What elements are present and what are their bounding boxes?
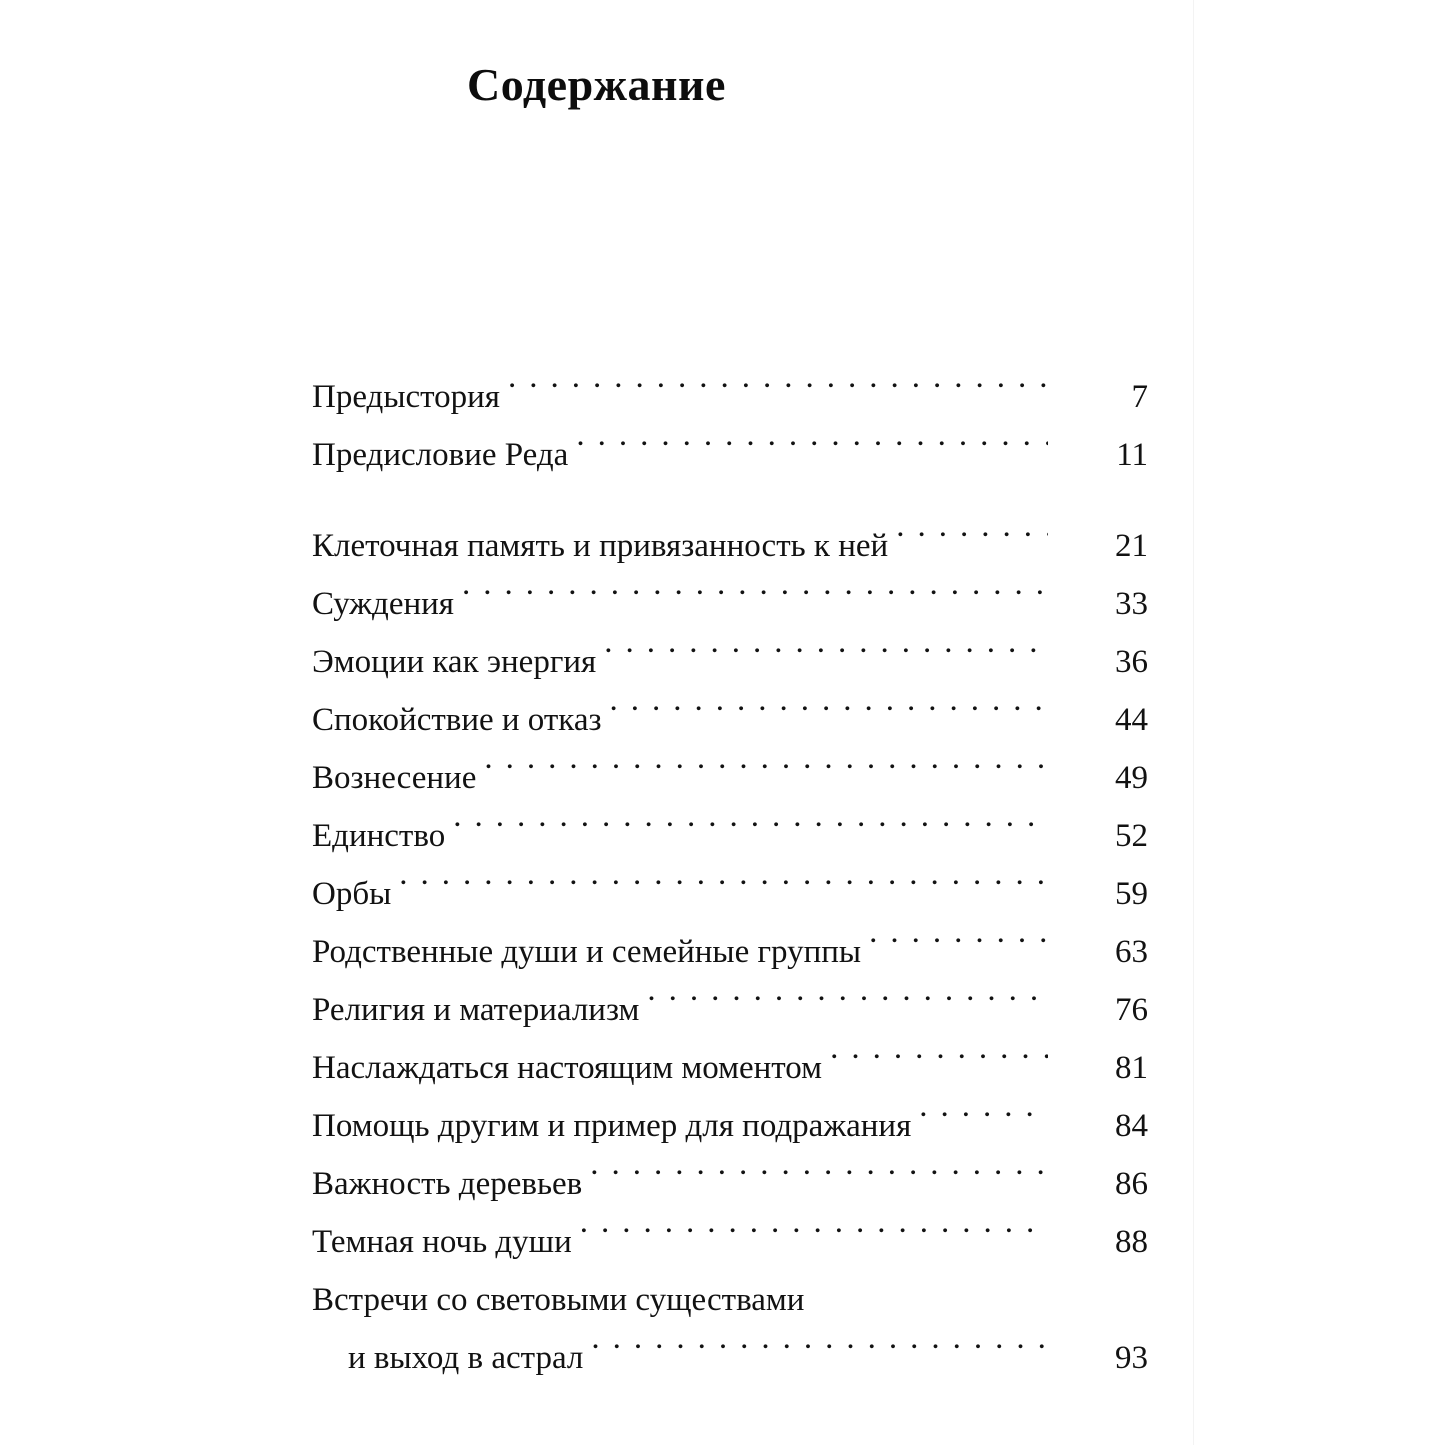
toc-entry[interactable]: [312, 1155, 1148, 1213]
toc-entry-label: Наслаждаться настоящим моментом: [312, 1050, 823, 1086]
toc-entry[interactable]: [312, 1039, 1148, 1097]
page-title: Содержание: [467, 59, 726, 110]
toc-entry-label: Эмоции как энергия: [312, 644, 597, 680]
toc-entry[interactable]: [312, 1271, 1148, 1387]
toc-entry-page-number: 59: [1115, 876, 1148, 912]
toc-entry-label: Родственные души и семейные группы: [312, 934, 862, 970]
toc-entry-page-number: 49: [1115, 760, 1148, 796]
toc-entry-label: Помощь другим и пример для подражания: [312, 1108, 912, 1144]
toc-entry-label-line-2-row: [312, 1329, 1148, 1387]
dot-leader: [647, 987, 1048, 1020]
toc-entry[interactable]: [312, 575, 1148, 633]
table-of-contents-list: [312, 368, 1148, 1387]
toc-entry[interactable]: [312, 691, 1148, 749]
toc-entry-label-line-1: Встречи со световыми существами: [312, 1282, 805, 1318]
dot-leader: [869, 929, 1048, 962]
toc-entry-label: Предисловие Реда: [312, 437, 569, 473]
toc-entry[interactable]: [312, 865, 1148, 923]
toc-entry[interactable]: [312, 517, 1148, 575]
dot-leader: [610, 697, 1048, 730]
toc-entry-label: Темная ночь души: [312, 1224, 572, 1260]
toc-entry[interactable]: [312, 426, 1148, 484]
toc-entry-page-number: 33: [1115, 586, 1148, 622]
dot-leader: [453, 813, 1048, 846]
toc-entry-label: Религия и материализм: [312, 992, 640, 1028]
dot-leader: [399, 871, 1048, 904]
dot-leader: [591, 1335, 1048, 1368]
dot-leader: [484, 755, 1048, 788]
toc-entry-page-number: 81: [1115, 1050, 1148, 1086]
toc-entry[interactable]: [312, 1213, 1148, 1271]
toc-entry-page-number: 44: [1115, 702, 1148, 738]
toc-entry-page-number: 63: [1115, 934, 1148, 970]
toc-entry-page-number: 36: [1115, 644, 1148, 680]
toc-entry-label: Важность деревьев: [312, 1166, 583, 1202]
dot-leader: [462, 581, 1048, 614]
toc-entry[interactable]: [312, 633, 1148, 691]
dot-leader: [830, 1045, 1048, 1078]
toc-entry-label: и выход в астрал: [348, 1340, 584, 1376]
toc-entry-page-number: 21: [1115, 528, 1148, 564]
toc-entry-label: Спокойствие и отказ: [312, 702, 602, 738]
toc-entry-page-number: 88: [1115, 1224, 1148, 1260]
toc-entry-page-number: 11: [1116, 437, 1148, 473]
toc-entry-label: Единство: [312, 818, 446, 854]
toc-entry-page-number: 84: [1115, 1108, 1148, 1144]
toc-entry[interactable]: [312, 923, 1148, 981]
dot-leader: [590, 1161, 1048, 1194]
dot-leader: [508, 374, 1048, 407]
dot-leader: [576, 432, 1048, 465]
dot-leader: [604, 639, 1048, 672]
dot-leader: [580, 1219, 1048, 1252]
toc-entry-page-number: 7: [1131, 379, 1148, 415]
toc-entry-page-number: 52: [1115, 818, 1148, 854]
toc-entry-label: Вознесение: [312, 760, 477, 796]
toc-entry[interactable]: [312, 1097, 1148, 1155]
toc-entry[interactable]: [312, 749, 1148, 807]
toc-entry-label: Суждения: [312, 586, 454, 622]
dot-leader: [919, 1103, 1048, 1136]
toc-entry-label: Предыстория: [312, 379, 500, 415]
toc-entry[interactable]: [312, 981, 1148, 1039]
dot-leader: [896, 523, 1048, 556]
toc-entry-label: Орбы: [312, 876, 392, 912]
toc-entry-page-number: 93: [1115, 1340, 1148, 1376]
toc-entry[interactable]: [312, 807, 1148, 865]
toc-entry[interactable]: [312, 368, 1148, 426]
toc-entry-page-number: 76: [1115, 992, 1148, 1028]
toc-entry-label: Клеточная память и привязанность к ней: [312, 528, 889, 564]
toc-entry-page-number: 86: [1115, 1166, 1148, 1202]
